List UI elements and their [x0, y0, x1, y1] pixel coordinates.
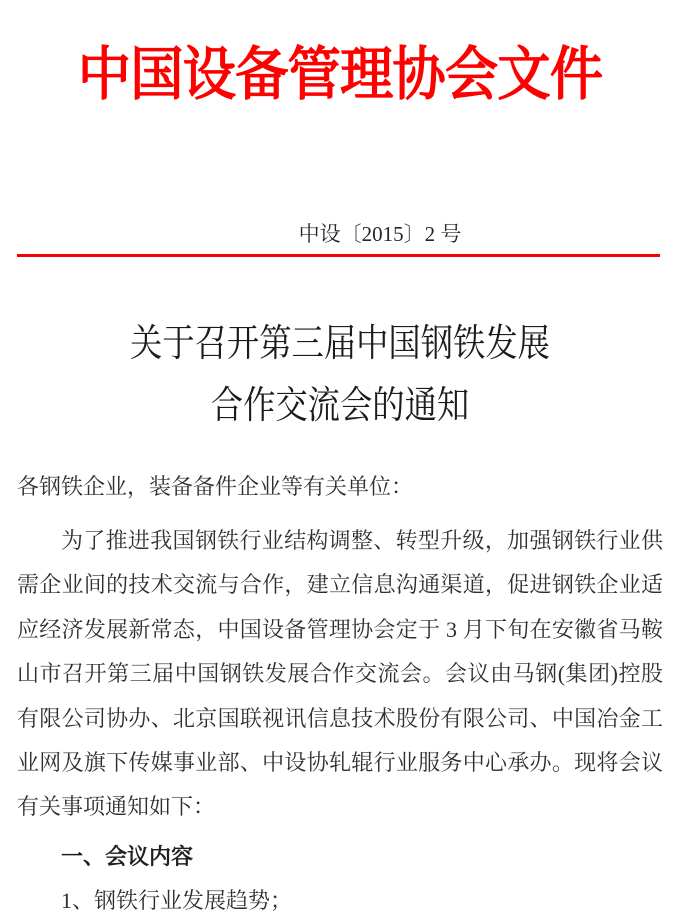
- document-title-line-1: 关于召开第三届中国钢铁发展: [130, 323, 550, 365]
- paragraph-line: 业网及旗下传媒事业部、中设协轧辊行业服务中心承办。现将会议: [17, 750, 663, 776]
- paragraph-line: 山市召开第三届中国钢铁发展合作交流会。会议由马钢(集团)控股: [17, 661, 663, 687]
- document-title-line-2: 合作交流会的通知: [210, 385, 470, 427]
- paragraph-line: 有限公司协办、北京国联视讯信息技术股份有限公司、中国冶金工: [17, 705, 663, 731]
- list-item-1: 1、钢铁行业发展趋势；: [61, 888, 293, 913]
- red-rule-divider: [17, 254, 660, 257]
- doc-number: 中设〔2015〕2 号: [298, 222, 462, 246]
- document-title: [51, 313, 629, 437]
- paragraph-line: 应经济发展新常态，中国设备管理协会定于 3 月下旬在安徽省马鞍: [17, 616, 663, 642]
- section-heading-meeting-content: 一、会议内容: [61, 844, 194, 869]
- paragraph-line: 为了推进我国钢铁行业结构调整、转型升级，加强钢铁行业供: [61, 528, 663, 553]
- body-paragraph: [17, 519, 663, 830]
- salutation-line: 各钢铁企业，装备备件企业等有关单位：: [17, 474, 414, 499]
- paragraph-line: 有关事项通知如下：: [17, 794, 216, 820]
- masthead-title: 中国设备管理协会文件: [77, 42, 603, 107]
- paragraph-line: 需企业间的技术交流与合作，建立信息沟通渠道，促进钢铁企业适: [17, 572, 663, 598]
